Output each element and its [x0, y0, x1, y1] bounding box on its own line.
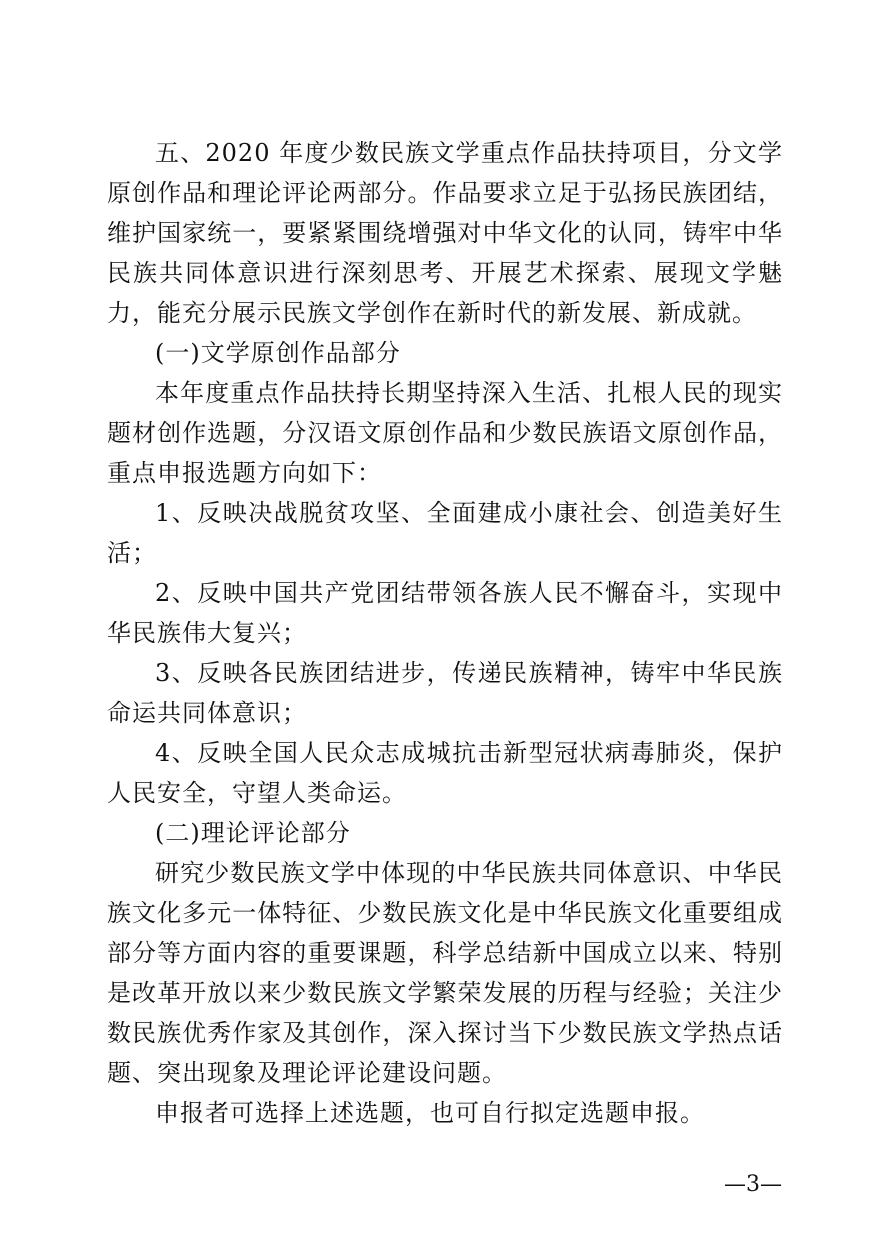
paragraph-theory-criticism: 研究少数民族文学中体现的中华民族共同体意识、中华民族文化多元一体特征、少数民族文化是中华民族文化重要组成部分等方面内容的重要课题，科学总结新中国成立以来、特别是改革开放以来少数民族文学繁荣发展的历程与经验；关注少数民族优秀作家及其创作，深入探讨当下少数民族文学热点话题、突出现象及理论评论建设问题。: [107, 859, 783, 1087]
list-item-3: 3、反映各民族团结进步，传递民族精神，铸牢中华民族命运共同体意识；: [107, 659, 783, 727]
list-item-2: 2、反映中国共产党团结带领各族人民不懈奋斗，实现中华民族伟大复兴；: [107, 579, 783, 647]
list-item-4: 4、反映全国人民众志成城抗击新型冠状病毒肺炎，保护人民安全，守望人类命运。: [107, 739, 783, 807]
section-heading-original-works: (一)文学原创作品部分: [155, 339, 401, 367]
paragraph-original-works-intro: 本年度重点作品扶持长期坚持深入生活、扎根人民的现实题材创作选题，分汉语文原创作品和少数民族语文原创作品，重点申报选题方向如下：: [107, 379, 783, 487]
paragraph-item-2020-support-project: 五、2020 年度少数民族文学重点作品扶持项目，分文学原创作品和理论评论两部分。作品要求立足于弘扬民族团结，维护国家统一，要紧紧围绕增强对中华文化的认同，铸牢中华民族共同体意识进行深刻思考、开展艺术探索、展现文学魅力，能充分展示民族文学创作在新时代的新发展、新成就。: [107, 139, 783, 327]
section-heading-theory-criticism: (二)理论评论部分: [155, 819, 351, 847]
page-number: —3—: [724, 1172, 782, 1197]
paragraph-applicant-note: 申报者可选择上述选题，也可自行拟定选题申报。: [155, 1099, 705, 1127]
document-body: [107, 133, 783, 1133]
list-item-1: 1、反映决战脱贫攻坚、全面建成小康社会、创造美好生活；: [107, 499, 783, 567]
